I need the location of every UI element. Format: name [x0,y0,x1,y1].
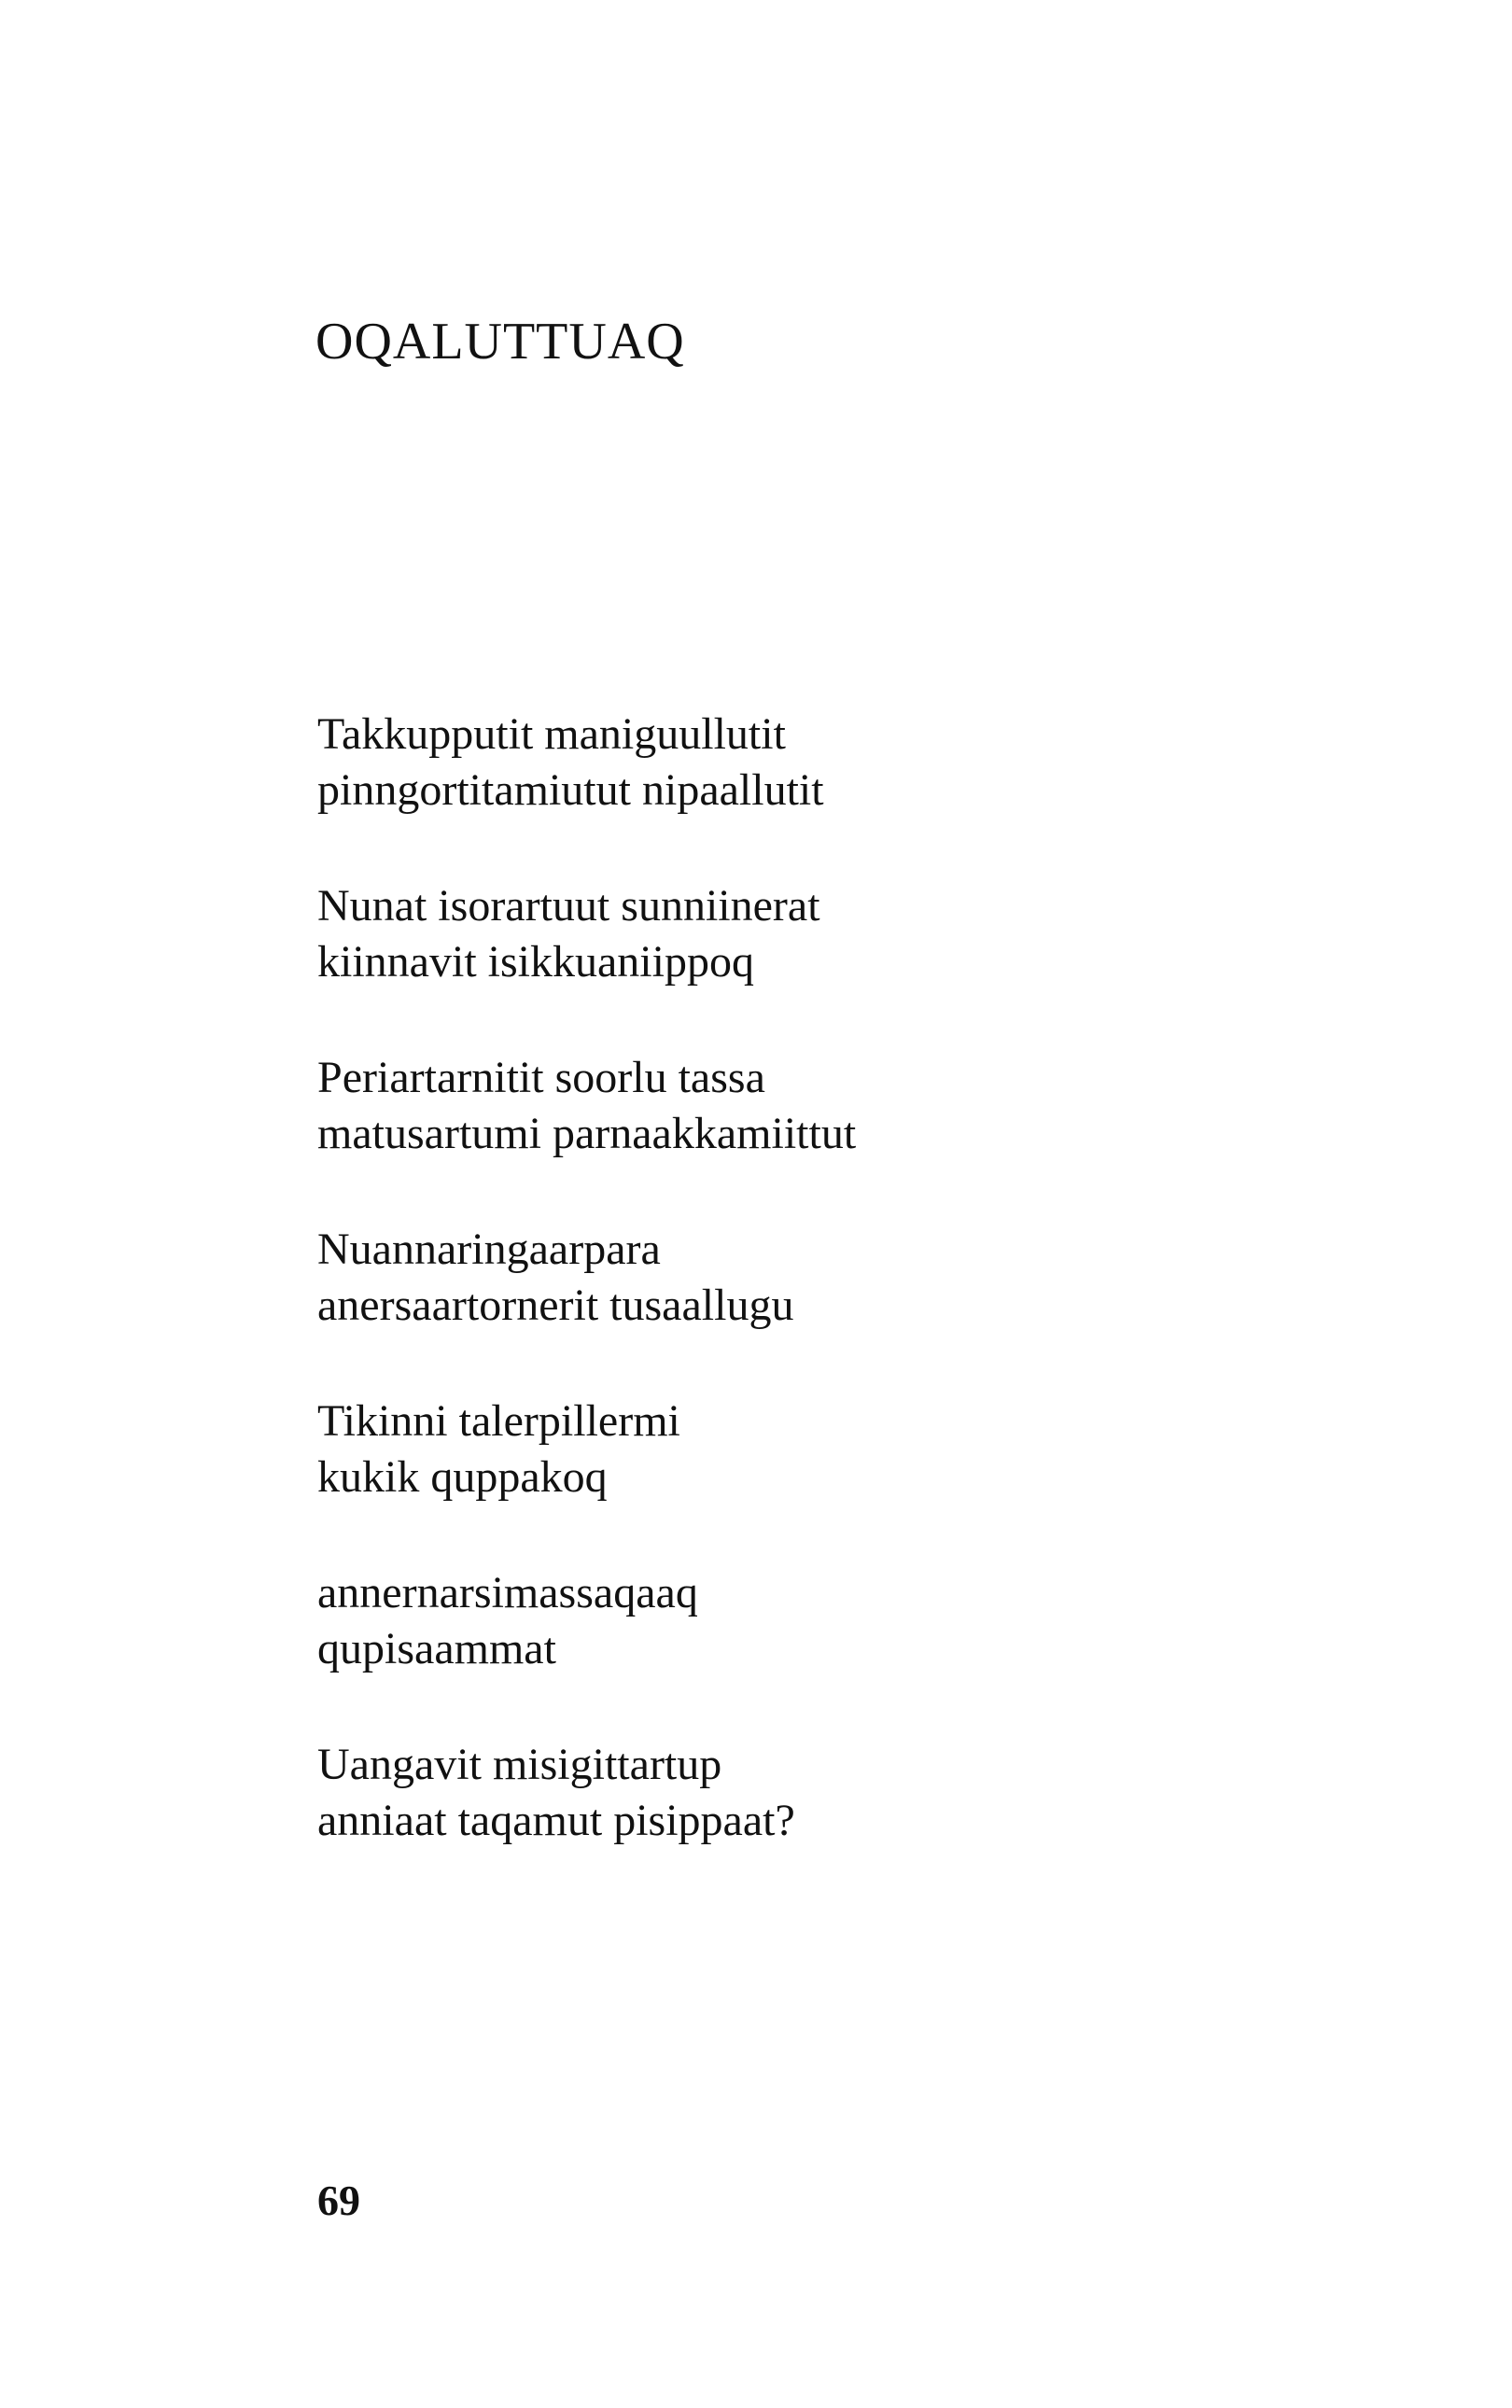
poem-line: annernarsimassaqaaq [317,1568,698,1617]
poem-line: Nunat isorartuut sunniinerat [317,881,820,931]
poem-line: Nuannaringaarpara [317,1225,661,1274]
stanza-2 [317,878,1344,1050]
poem-line: pinngortitamiutut nipaallutit [317,765,824,815]
stanza-7 [317,1737,1344,1909]
poem-line: Uangavit misigittartup [317,1740,722,1789]
poem-line: anniaat taqamut pisippaat? [317,1796,795,1845]
stanza-4 [317,1222,1344,1393]
poem-line: Periartarnitit soorlu tassa [317,1053,765,1102]
poem-title: OQALUTTUAQ [315,313,685,371]
stanza-5 [317,1393,1344,1565]
poem-line: qupisaammat [317,1624,556,1673]
stanza-6 [317,1565,1344,1737]
poem-line: kiinnavit isikkuaniippoq [317,937,754,987]
page-number: 69 [317,2177,360,2224]
poem-body [317,707,1344,1909]
stanza-1 [317,707,1344,878]
poem-line: kukik quppakoq [317,1452,608,1502]
poem-line: Tikinni talerpillermi [317,1396,680,1446]
poem-line: Takkupputit maniguullutit [317,709,786,759]
stanza-3 [317,1050,1344,1222]
poem-line: matusartumi parnaakkamiittut [317,1109,857,1158]
poem-line: anersaartornerit tusaallugu [317,1281,794,1330]
